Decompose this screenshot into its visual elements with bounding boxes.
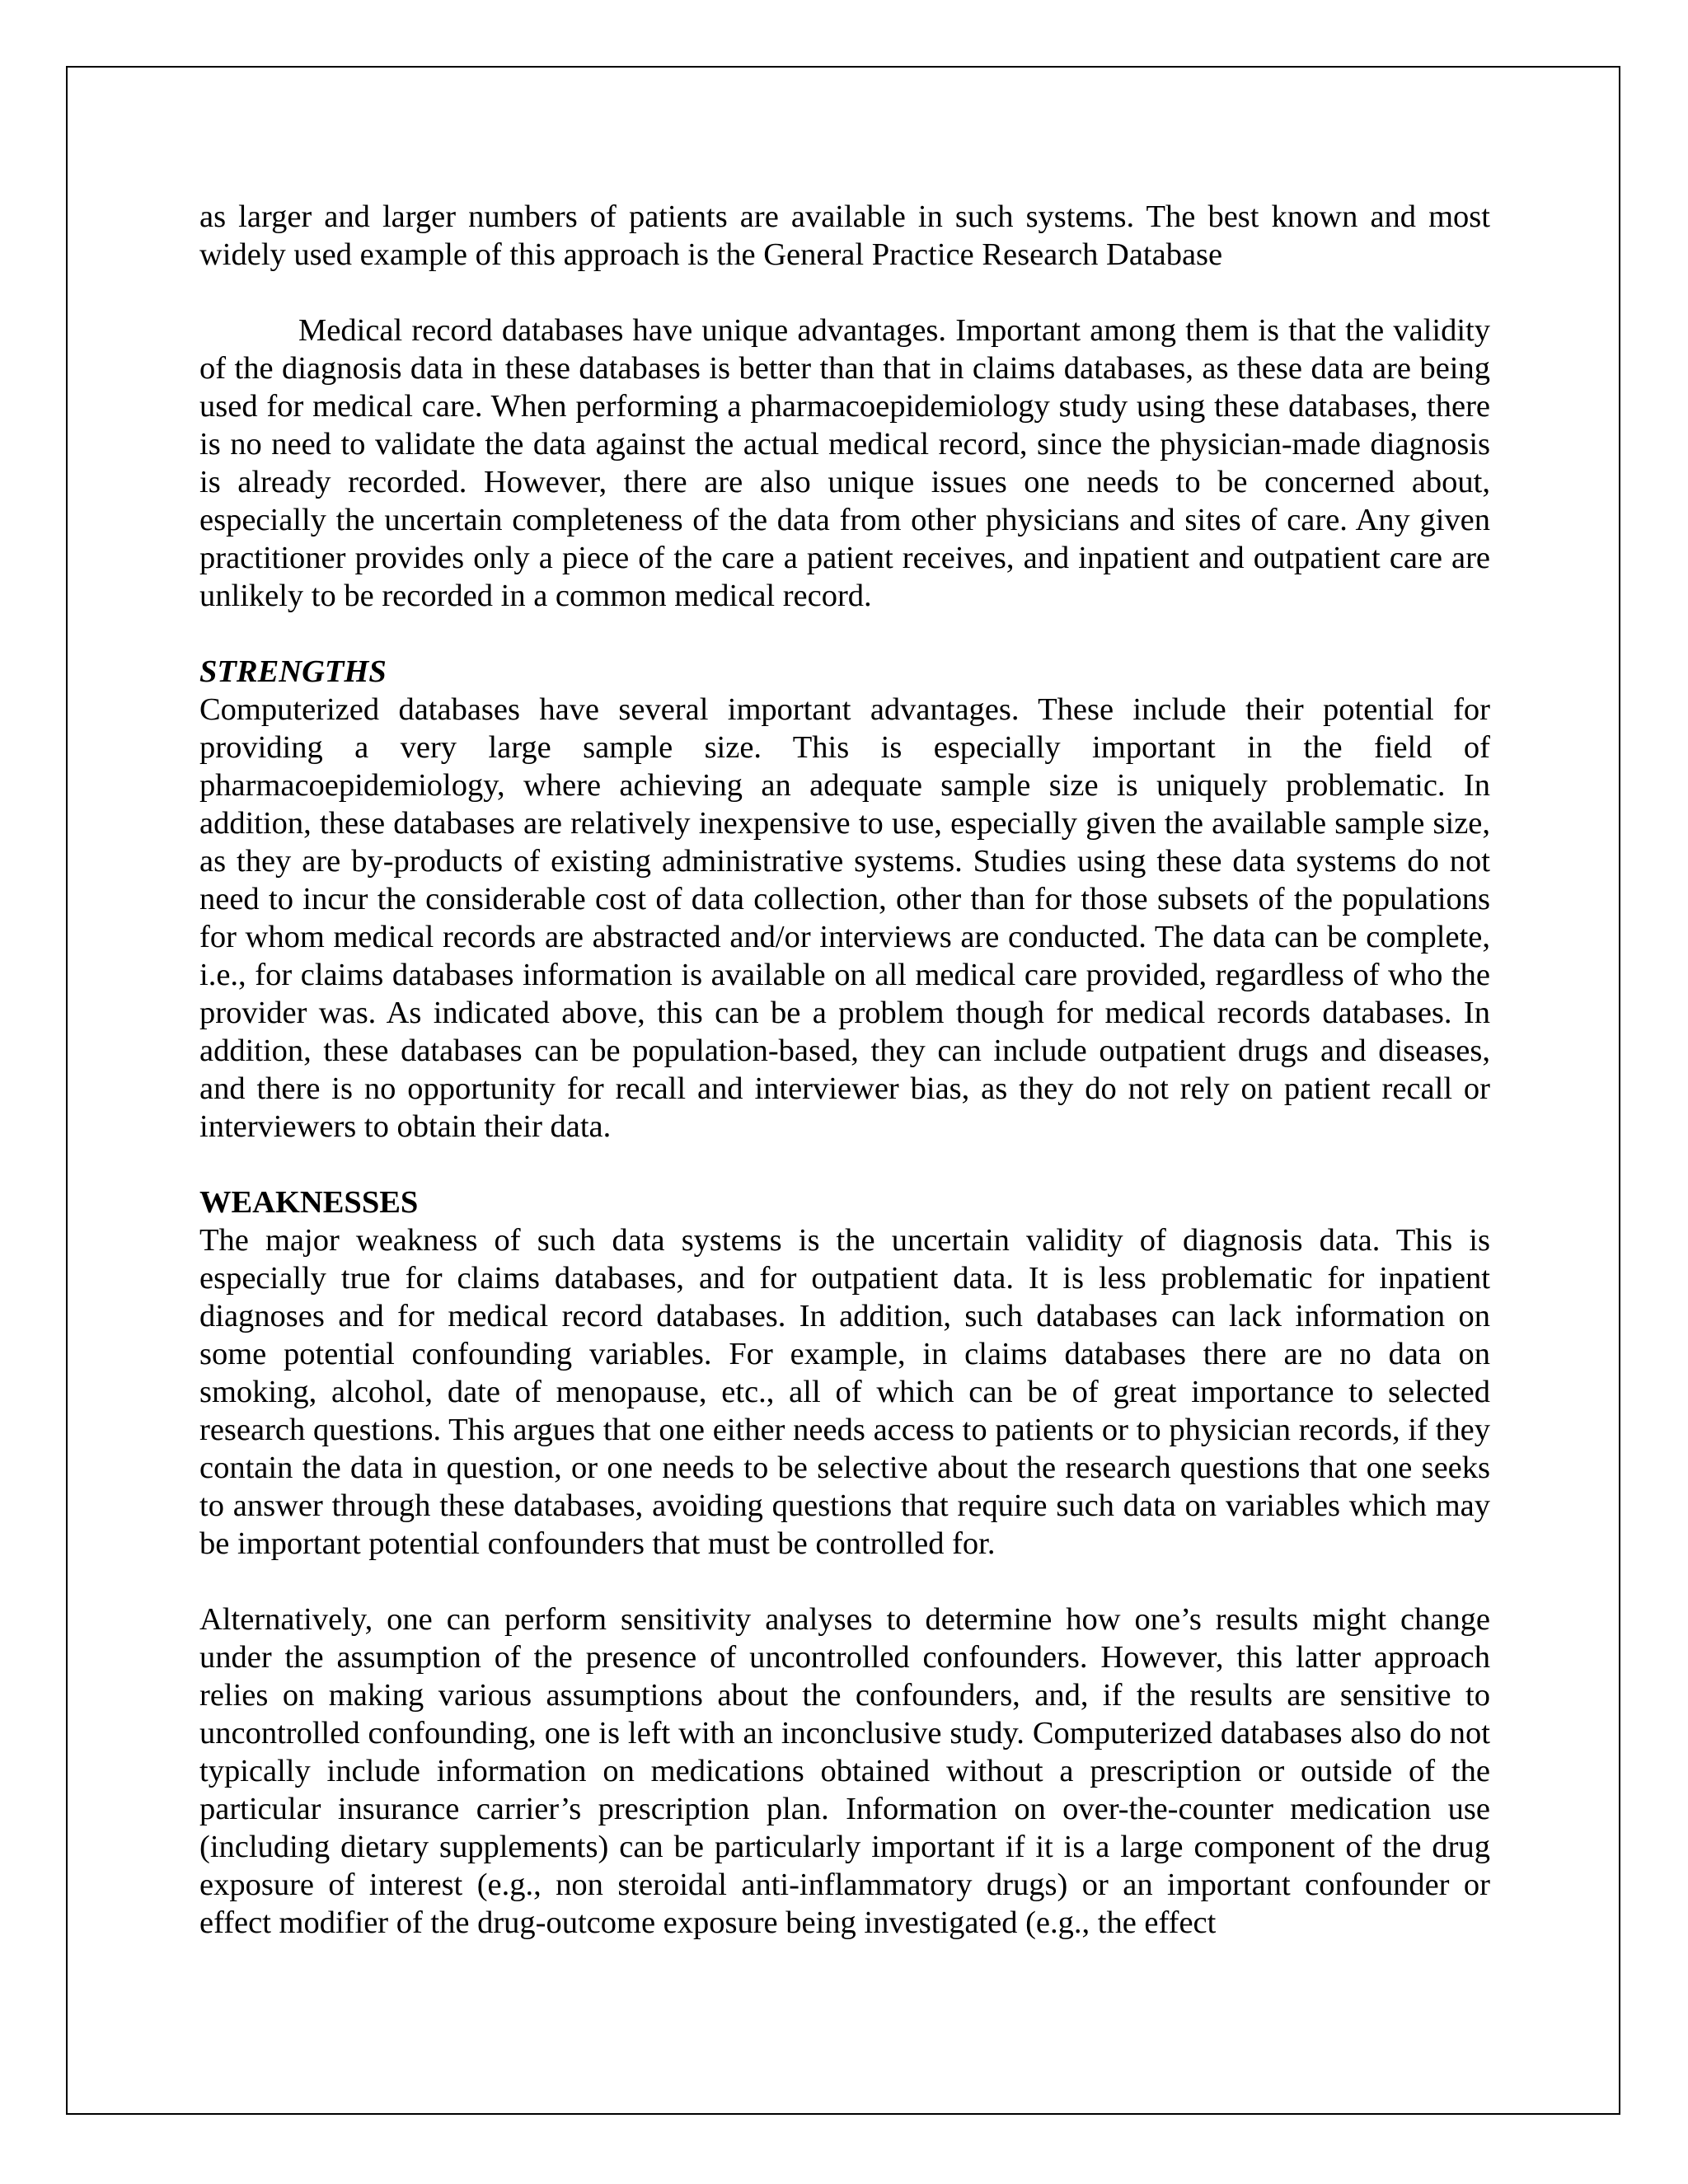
- paragraph-weaknesses: The major weakness of such data systems is the uncertain validity of diagnosis data. This is especially true for claims databases, and for outpatient data. It is less problematic for inpatient diagnoses and for medical record databases. In addition, such databases can lack information on some potential confounding variables. For example, in claims databases there are no data on smoking, alcohol, date of menopause, etc., all of which can be of great importance to selected research questions. This argues that one either needs access to patients or to physician records, if they contain the data in question, or one needs to be selective about the research questions that one seeks to answer through these databases, avoiding questions that require such data on variables which may be important potential confounders that must be controlled for.: [199, 1223, 1490, 1561]
- paragraph-strengths: Computerized databases have several important advantages. These include their potential for providing a very large sample size. This is especially important in the field of pharmacoepidemiology, where achieving an adequate sample size is uniquely problematic. In addition, these databases are relatively inexpensive to use, especially given the available sample size, as they are by-products of existing administrative systems. Studies using these data systems do not need to incur the considerable cost of data collection, other than for those subsets of the populations for whom medical records are abstracted and/or interviews are conducted. The data can be complete, i.e., for claims databases information is available on all medical care provided, regardless of who the provider was. As indicated above, this can be a problem though for medical records databases. In addition, these databases can be population-based, they can include outpatient drugs and diseases, and there is no opportunity for recall and interviewer bias, as they do not rely on patient recall or interviewers to obtain their data.: [199, 692, 1490, 1144]
- document-body: [199, 198, 1490, 1942]
- paragraph-alternatively: Alternatively, one can perform sensitivity analyses to determine how one’s results might change under the assumption of the presence of uncontrolled confounders. However, this latter approach relies on making various assumptions about the confounders, and, if the results are sensitive to uncontrolled confounding, one is left with an inconclusive study. Computerized databases also do not typically include information on medications obtained without a prescription or outside of the particular insurance carrier’s prescription plan. Information on over-the-counter medication use (including dietary supplements) can be particularly important if it is a large component of the drug exposure of interest (e.g., non steroidal anti-inflammatory drugs) or an important confounder or effect modifier of the drug-outcome exposure being investigated (e.g., the effect: [199, 1602, 1490, 1940]
- heading-weaknesses: WEAKNESSES: [199, 1185, 419, 1220]
- paragraph-continued: as larger and larger numbers of patients are available in such systems. The best known and most widely used example of this approach is the General Practice Research Database: [199, 199, 1490, 272]
- heading-strengths: STRENGTHS: [199, 654, 387, 689]
- paragraph-medical-records: Medical record databases have unique advantages. Important among them is that the validity of the diagnosis data in these databases is better than that in claims databases, as these data are being used for medical care. When performing a pharmacoepidemiology study using these databases, there is no need to validate the data against the actual medical record, since the physician-made diagnosis is already recorded. However, there are also unique issues one needs to be concerned about, especially the uncertain completeness of the data from other physicians and sites of care. Any given practitioner provides only a piece of the care a patient receives, and inpatient and outpatient care are unlikely to be recorded in a common medical record.: [199, 313, 1490, 613]
